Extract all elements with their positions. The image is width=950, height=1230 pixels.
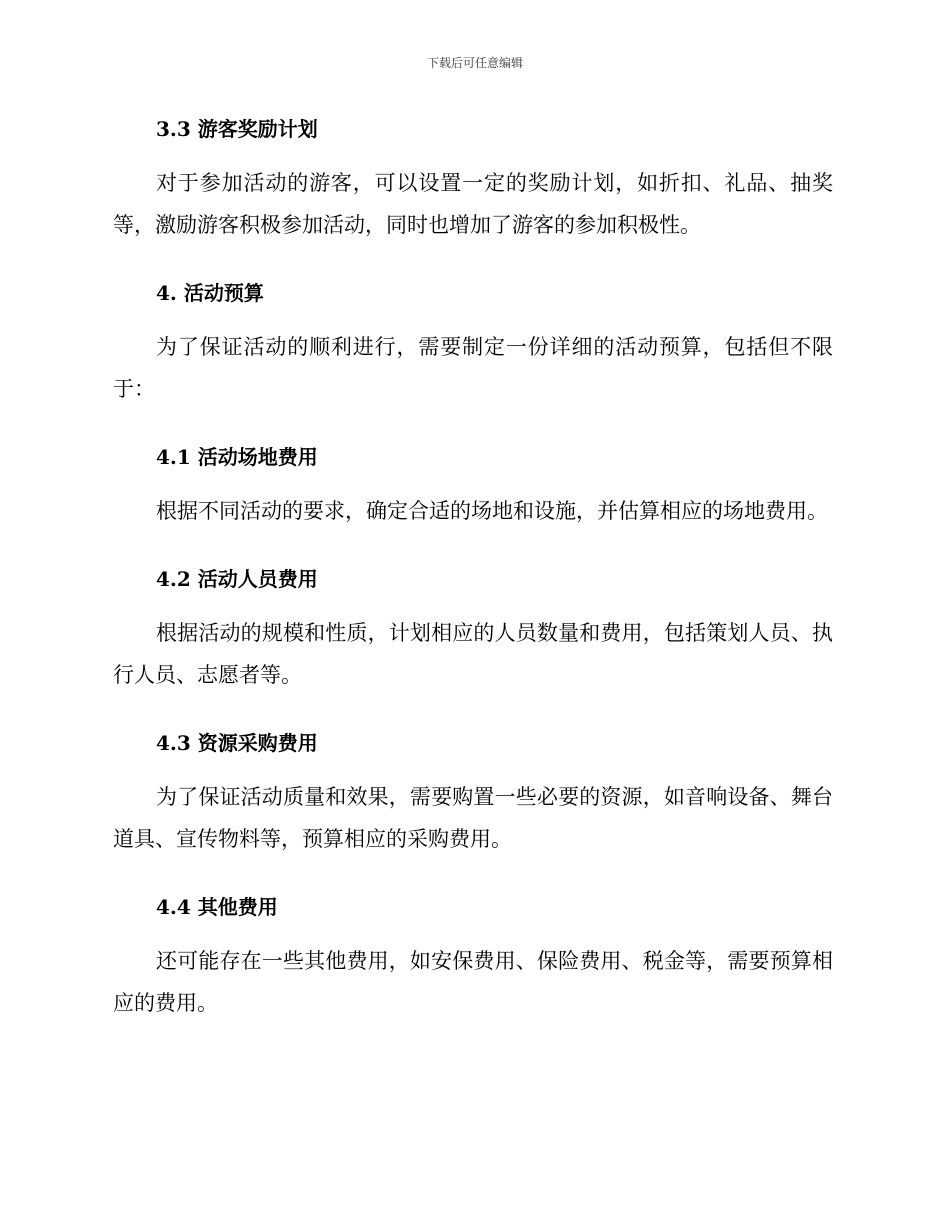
header-note: 下载后可任意编辑 <box>426 56 523 70</box>
section-paragraph-4-3: 为了保证活动质量和效果，需要购置一些必要的资源，如音响设备、舞台道具、宣传物料等，预算相应的采购费用。 <box>113 785 833 851</box>
section-heading-4-3: 4.3 资源采购费用 <box>156 731 318 755</box>
section-heading-4-4: 4.4 其他费用 <box>156 895 278 919</box>
section-paragraph-4-2: 根据活动的规模和性质，计划相应的人员数量和费用，包括策划人员、执行人员、志愿者等。 <box>113 621 833 687</box>
section-heading-3-3: 3.3 游客奖励计划 <box>156 117 318 141</box>
section-heading-4: 4. 活动预算 <box>156 281 264 305</box>
section-paragraph-4-4: 还可能存在一些其他费用，如安保费用、保险费用、税金等，需要预算相应的费用。 <box>113 949 833 1015</box>
section-heading-4-2: 4.2 活动人员费用 <box>156 567 318 591</box>
document-body <box>113 108 833 1024</box>
section-paragraph-4: 为了保证活动的顺利进行，需要制定一份详细的活动预算，包括但不限于： <box>113 335 833 401</box>
section-paragraph-3-3: 对于参加活动的游客，可以设置一定的奖励计划，如折扣、礼品、抽奖等，激励游客积极参加活动，同时也增加了游客的参加积极性。 <box>113 171 833 237</box>
section-heading-4-1: 4.1 活动场地费用 <box>156 445 318 469</box>
section-paragraph-4-1: 根据不同活动的要求，确定合适的场地和设施，并估算相应的场地费用。 <box>156 499 828 523</box>
